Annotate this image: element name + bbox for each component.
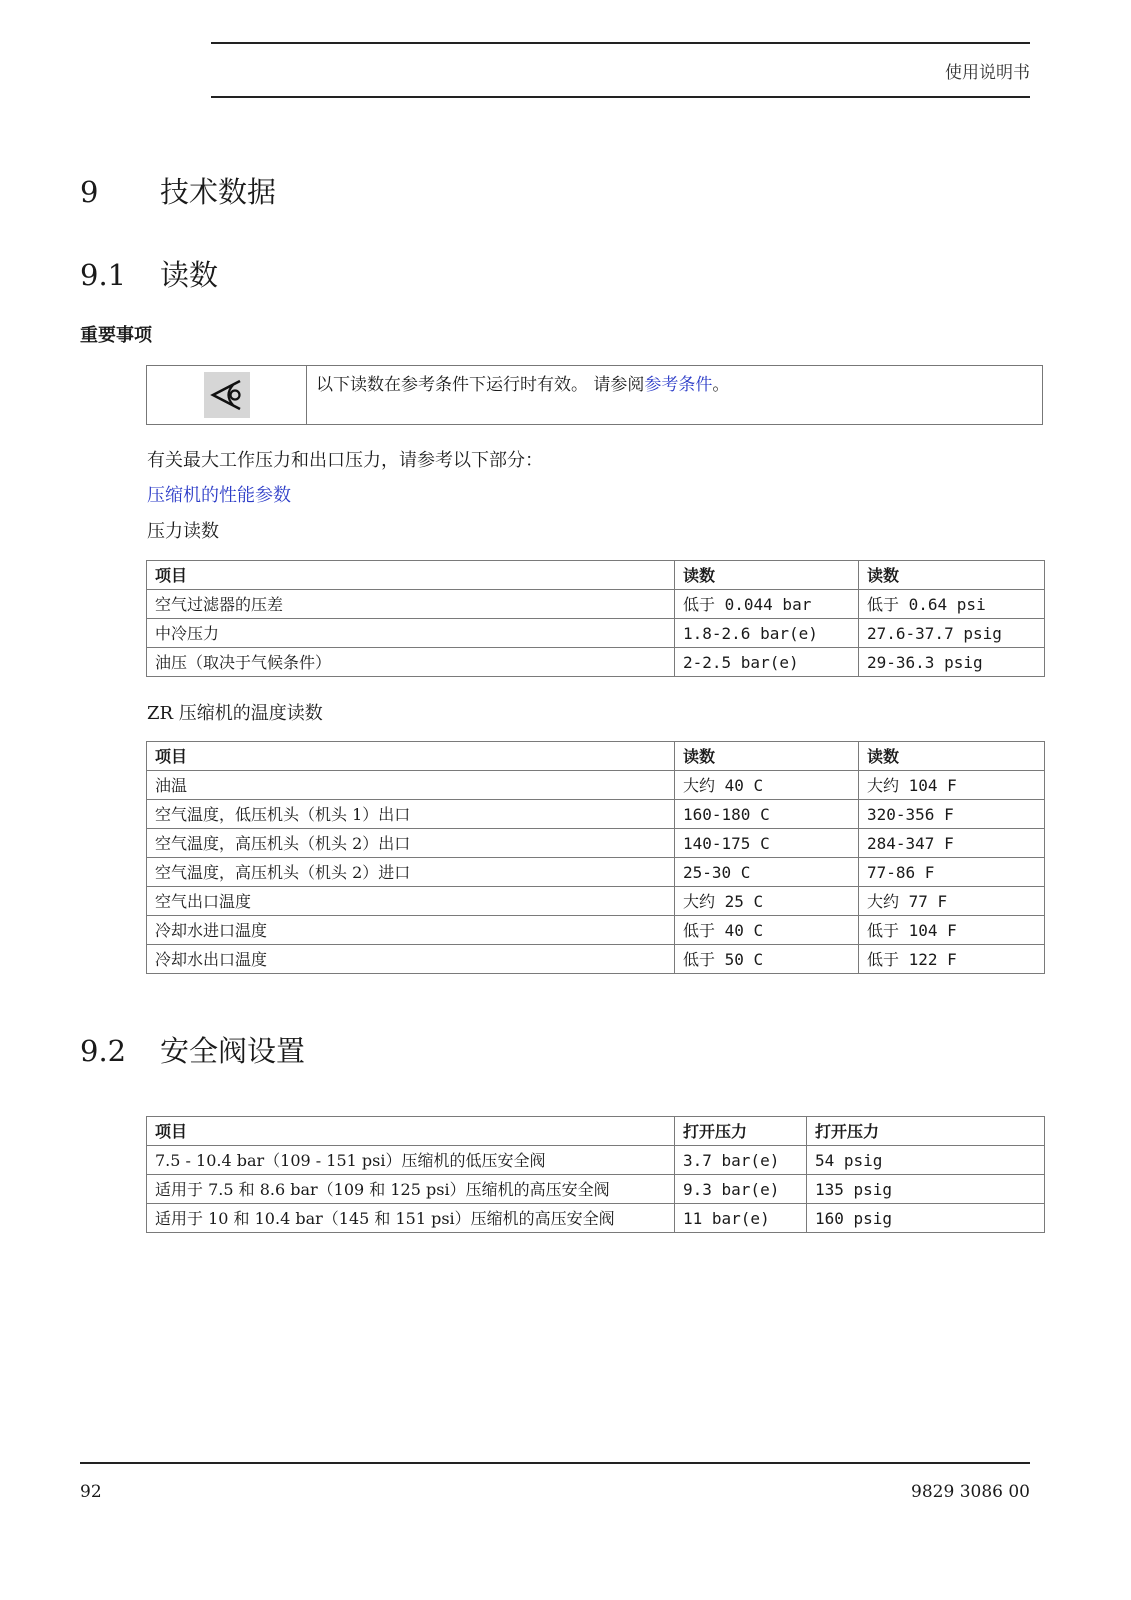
document-type-label: 使用说明书 (945, 63, 1030, 83)
table-cell: 77-86 F (859, 858, 1045, 887)
table-cell: 空气过滤器的压差 (147, 590, 675, 619)
table-cell: 25-30 C (675, 858, 859, 887)
table-cell: 油温 (147, 771, 675, 800)
table-cell: 低于 50 C (675, 945, 859, 974)
table-cell: 284-347 F (859, 829, 1045, 858)
table-cell: 空气温度，高压机头（机头 2）出口 (147, 829, 675, 858)
section-title: 安全阀设置 (160, 1034, 306, 1068)
table-cell: 空气温度，低压机头（机头 1）出口 (147, 800, 675, 829)
intro-text: 有关最大工作压力和出口压力，请参考以下部分： (147, 450, 543, 471)
temperature-table-caption: ZR 压缩机的温度读数 (147, 703, 323, 724)
table-cell: 冷却水进口温度 (147, 916, 675, 945)
notice-heading: 重要事项 (80, 325, 152, 346)
chapter-heading (80, 170, 276, 211)
table-cell: 大约 77 F (859, 887, 1045, 916)
header-top-rule (211, 42, 1030, 44)
section-number: 9.2 (80, 1034, 127, 1068)
table-cell: 160 psig (807, 1204, 1045, 1233)
table-row (147, 829, 1045, 858)
table-cell: 中冷压力 (147, 619, 675, 648)
table-cell: 160-180 C (675, 800, 859, 829)
table-cell: 140-175 C (675, 829, 859, 858)
notice-box (146, 365, 1043, 425)
table-cell: 320-356 F (859, 800, 1045, 829)
table-row (147, 1146, 1045, 1175)
header-reading: 读数 (675, 742, 859, 771)
table-cell: 大约 25 C (675, 887, 859, 916)
table-header-row (147, 742, 1045, 771)
notice-body: 以下读数在参考条件下运行时有效。 请参阅 (316, 375, 645, 395)
table-row (147, 1175, 1045, 1204)
table-cell: 低于 0.64 psi (859, 590, 1045, 619)
table-cell: 1.8-2.6 bar(e) (675, 619, 859, 648)
table-cell: 7.5 - 10.4 bar（109 - 151 psi）压缩机的低压安全阀 (147, 1146, 675, 1175)
table-cell: 大约 40 C (675, 771, 859, 800)
table-cell: 11 bar(e) (675, 1204, 807, 1233)
table-cell: 135 psig (807, 1175, 1045, 1204)
eye-icon (204, 372, 250, 418)
page-number: 92 (80, 1482, 102, 1502)
header-reading: 读数 (859, 561, 1045, 590)
pressure-readings-table (146, 560, 1045, 677)
notice-text (307, 366, 738, 424)
header-opening-pressure: 打开压力 (807, 1117, 1045, 1146)
header-opening-pressure: 打开压力 (675, 1117, 807, 1146)
section-number: 9.1 (80, 258, 127, 292)
footer-rule (80, 1462, 1030, 1464)
table-cell: 适用于 10 和 10.4 bar（145 和 151 psi）压缩机的高压安全阀 (147, 1204, 675, 1233)
table-cell: 2-2.5 bar(e) (675, 648, 859, 677)
table-cell: 54 psig (807, 1146, 1045, 1175)
section-heading-safety-valve (80, 1029, 305, 1070)
table-row (147, 1204, 1045, 1233)
chapter-title: 技术数据 (160, 175, 277, 209)
table-header-row (147, 561, 1045, 590)
reference-conditions-link[interactable]: 参考条件 (644, 375, 713, 395)
table-cell: 空气温度，高压机头（机头 2）进口 (147, 858, 675, 887)
header-item: 项目 (147, 1117, 675, 1146)
table-cell: 大约 104 F (859, 771, 1045, 800)
notice-icon-cell (147, 366, 307, 424)
table-cell: 低于 0.044 bar (675, 590, 859, 619)
temperature-readings-table (146, 741, 1045, 974)
table-row (147, 771, 1045, 800)
table-cell: 9.3 bar(e) (675, 1175, 807, 1204)
table-cell: 27.6-37.7 psig (859, 619, 1045, 648)
header-bottom-rule (211, 96, 1030, 98)
table-cell: 29-36.3 psig (859, 648, 1045, 677)
performance-parameters-link[interactable]: 压缩机的性能参数 (147, 485, 291, 506)
table-row (147, 945, 1045, 974)
header-reading: 读数 (675, 561, 859, 590)
table-cell: 油压（取决于气候条件） (147, 648, 675, 677)
table-row (147, 590, 1045, 619)
table-cell: 冷却水出口温度 (147, 945, 675, 974)
table-row (147, 858, 1045, 887)
header-item: 项目 (147, 561, 675, 590)
table-cell: 空气出口温度 (147, 887, 675, 916)
table-row (147, 887, 1045, 916)
table-cell: 低于 122 F (859, 945, 1045, 974)
table-row (147, 916, 1045, 945)
table-cell: 低于 40 C (675, 916, 859, 945)
table-row (147, 619, 1045, 648)
table-cell: 低于 104 F (859, 916, 1045, 945)
notice-end: 。 (712, 375, 730, 395)
section-heading-readings (80, 253, 218, 294)
section-title: 读数 (160, 258, 219, 292)
pressure-table-caption: 压力读数 (147, 521, 219, 542)
chapter-number: 9 (80, 175, 99, 209)
safety-valve-table (146, 1116, 1045, 1233)
table-row (147, 800, 1045, 829)
table-header-row (147, 1117, 1045, 1146)
header-reading: 读数 (859, 742, 1045, 771)
table-cell: 3.7 bar(e) (675, 1146, 807, 1175)
table-cell: 适用于 7.5 和 8.6 bar（109 和 125 psi）压缩机的高压安全阀 (147, 1175, 675, 1204)
document-id: 9829 3086 00 (911, 1482, 1030, 1502)
header-item: 项目 (147, 742, 675, 771)
table-row (147, 648, 1045, 677)
